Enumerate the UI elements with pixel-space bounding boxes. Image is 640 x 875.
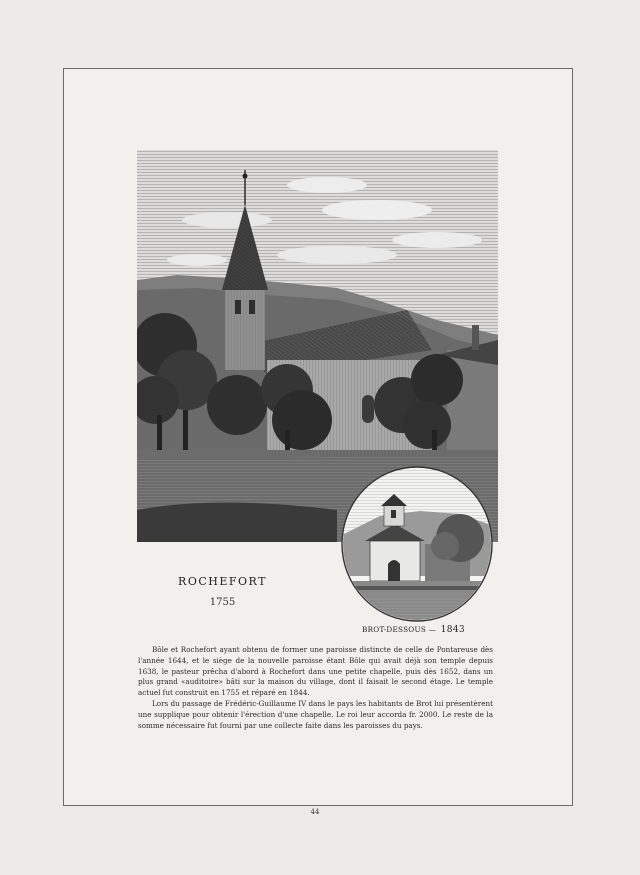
medallion-caption-year: 1843: [440, 625, 465, 635]
paragraph: Bôle et Rochefort ayant obtenu de former une paroisse distincte de celle de Pontareuse dès l'année 1644, et le siège de la nouvelle paroisse étant Bôle qui avait déjà son temple depuis 1638, le pasteur prêcha d'abord à Rochefort dans une petite chapelle, puis dès 1652, dans un plus grand «auditoire» bâti sur la maison du village, dont il faisait le second étage. Le temple actuel fut construit en 1755 et réparé en 1844.: [138, 645, 493, 698]
medallion-caption-place: BROT-DESSOUS —: [362, 625, 437, 634]
page-title: ROCHEFORT: [178, 575, 267, 588]
page-number: 44: [310, 808, 320, 816]
medallion-caption: [362, 625, 502, 635]
paragraph: Lors du passage de Frédéric-Guillaume IV dans le pays les habitants de Brot lui présentèrent une supplique pour obtenir l'érection d'une chapelle. Le roi leur accorda fr. 2000. Le reste de la somme nécessaire fut fourni par une collecte faite dans les paroisses du pays.: [138, 698, 493, 730]
title-year: 1755: [209, 597, 236, 608]
brot-dessous-chapel-medallion: [340, 466, 494, 622]
body-text: [138, 645, 493, 731]
